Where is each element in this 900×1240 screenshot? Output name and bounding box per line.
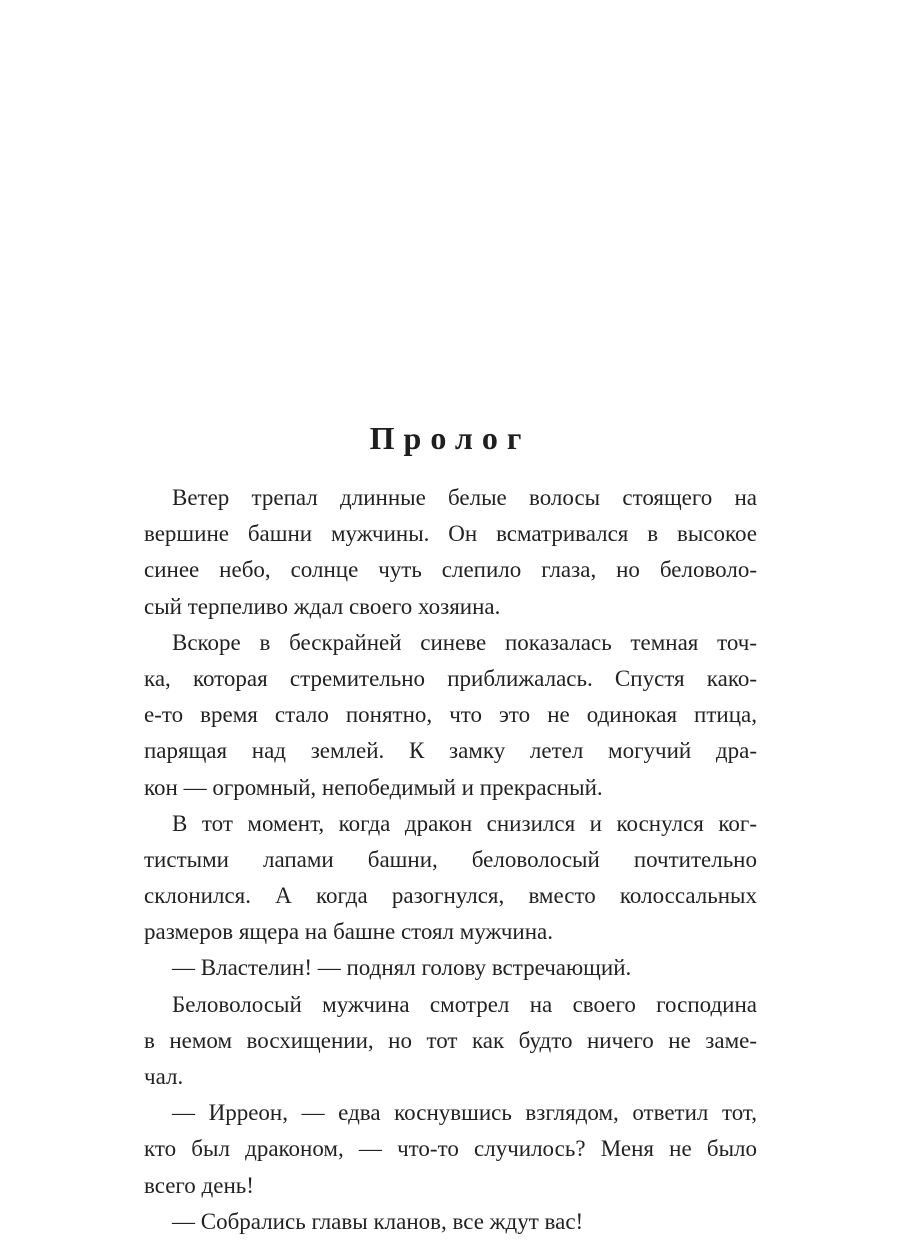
text-line: — Ирреон, — едва коснувшись взглядом, ответил тот, bbox=[172, 1100, 757, 1126]
text-line: Ветер трепал длинные белые волосы стоящего на bbox=[172, 485, 757, 510]
chapter-title: Пролог bbox=[369, 420, 531, 456]
text-line: всего день! bbox=[144, 1172, 254, 1198]
text-line: е-то время стало понятно, что это не одинокая птица, bbox=[144, 702, 757, 728]
prologue-text bbox=[144, 480, 757, 1240]
text-line: вершине башни мужчины. Он всматривался в высокое bbox=[144, 521, 757, 547]
text-line: в немом восхищении, но тот как будто ничего не заме- bbox=[144, 1027, 757, 1053]
text-line: синее небо, солнце чуть слепило глаза, но беловоло- bbox=[144, 557, 757, 583]
text-line: — Собрались главы кланов, все ждут вас! bbox=[172, 1208, 584, 1234]
text-line: сый терпеливо ждал своего хозяина. bbox=[144, 593, 501, 619]
text-line: ка, которая стремительно приближалась. Спустя како- bbox=[144, 665, 757, 691]
text-line: склонился. А когда разогнулся, вместо колоссальных bbox=[144, 883, 757, 909]
text-line: кон — огромный, непобедимый и прекрасный. bbox=[144, 774, 603, 800]
text-line: Беловолосый мужчина смотрел на своего господина bbox=[172, 991, 757, 1017]
text-line: — Властелин! — поднял голову встречающий. bbox=[172, 955, 632, 981]
text-line: кто был драконом, — что-то случилось? Меня не было bbox=[144, 1136, 757, 1162]
text-line: В тот момент, когда дракон снизился и коснулся ког- bbox=[172, 810, 757, 836]
text-line: чал. bbox=[144, 1064, 184, 1089]
text-line: парящая над землей. К замку летел могучий дра- bbox=[144, 738, 757, 764]
text-line: размеров ящера на башне стоял мужчина. bbox=[144, 919, 553, 945]
text-line: тистыми лапами башни, беловолосый почтительно bbox=[144, 846, 757, 872]
text-line: Вскоре в бескрайней синеве показалась темная точ- bbox=[172, 629, 757, 655]
